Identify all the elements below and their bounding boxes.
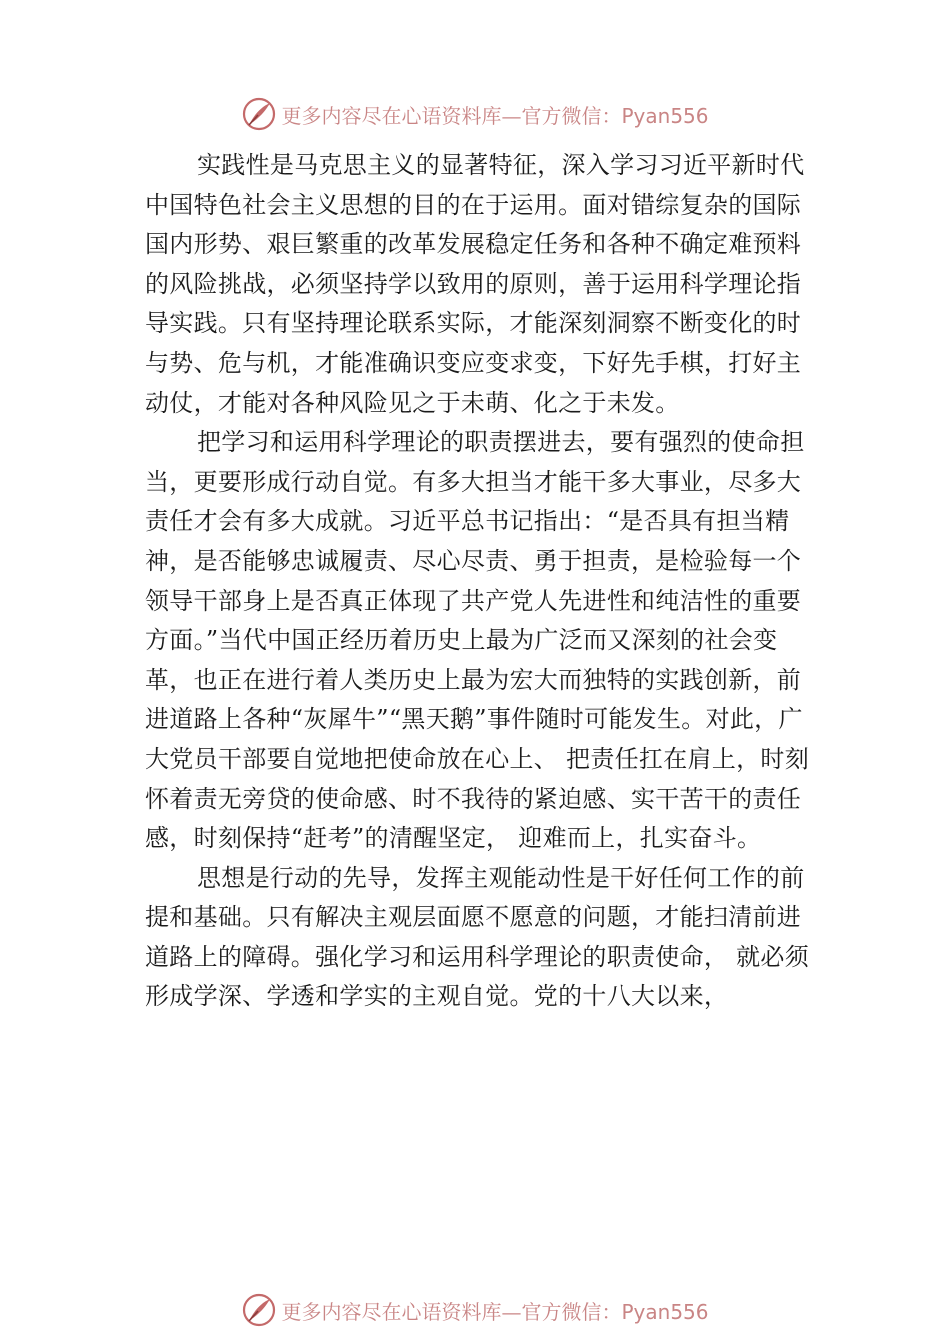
banner-text [281,1296,708,1325]
banner-wechat-label: 官方微信： [521,103,622,128]
paragraph-2: 把学习和运用科学理论的职责摆进去，要有强烈的使命担当，更要形成行动自觉。有多大担当才能干多大事业，尽多大责任才会有多大成就。习近平总书记指出：“是否具有担当精神，是否能够忠诚履责、尽心尽责、勇于担责，是检验每一个领导干部身上是否真正体现了共产党人先进性和纯洁性的重要方面。”当代中国正经历着历史上最为广泛而又深刻的社会变革，也正在进行着人类历史上最为宏大而独特的实践创新，前进道路上各种“灰犀牛”“黑天鹅”事件随时可能发生。对此，广大党员干部要自觉地把使命放在心上、 把责任扛在肩上，时刻怀着责无旁贷的使命感、时不我待的紧迫感、实干苦干的责任感，时刻保持“赶考”的清醒坚定， 迎难而上，扎实奋斗。 [145,428,810,853]
banner-title: 更多内容尽在心语资料库 [281,103,502,128]
paragraph-1: 实践性是马克思主义的显著特征，深入学习习近平新时代中国特色社会主义思想的目的在于运用。面对错综复杂的国际国内形势、艰巨繁重的改革发展稳定任务和各种不确定难预料的风险挑战，必须坚持学以致用的原则，善于运用科学理论指导实践。只有坚持理论联系实际，才能深刻洞察不断变化的时与势、危与机，才能准确识变应变求变，下好先手棋，打好主动仗，才能对各种风险见之于未萌、化之于未发。 [145,151,805,417]
feather-pen-logo-icon [241,96,277,132]
footer-banner [0,1290,950,1330]
feather-pen-logo-icon [241,1292,277,1328]
paragraph-3: 思想是行动的先导，发挥主观能动性是干好任何工作的前提和基础。只有解决主观层面愿不愿意的问题，才能扫清前进道路上的障碍。强化学习和运用科学理论的职责使命， 就必须形成学深、学透和学实的主观自觉。党的十八大以来， [145,863,810,1011]
document-body [145,146,825,1017]
banner-separator: — [501,1299,522,1324]
banner-title: 更多内容尽在心语资料库 [281,1299,502,1324]
banner-wechat-id: Pyan556 [621,103,709,128]
banner-wechat-id: Pyan556 [621,1299,709,1324]
banner-text [281,100,708,129]
banner-separator: — [501,103,522,128]
header-banner [0,94,950,134]
banner-wechat-label: 官方微信： [521,1299,622,1324]
